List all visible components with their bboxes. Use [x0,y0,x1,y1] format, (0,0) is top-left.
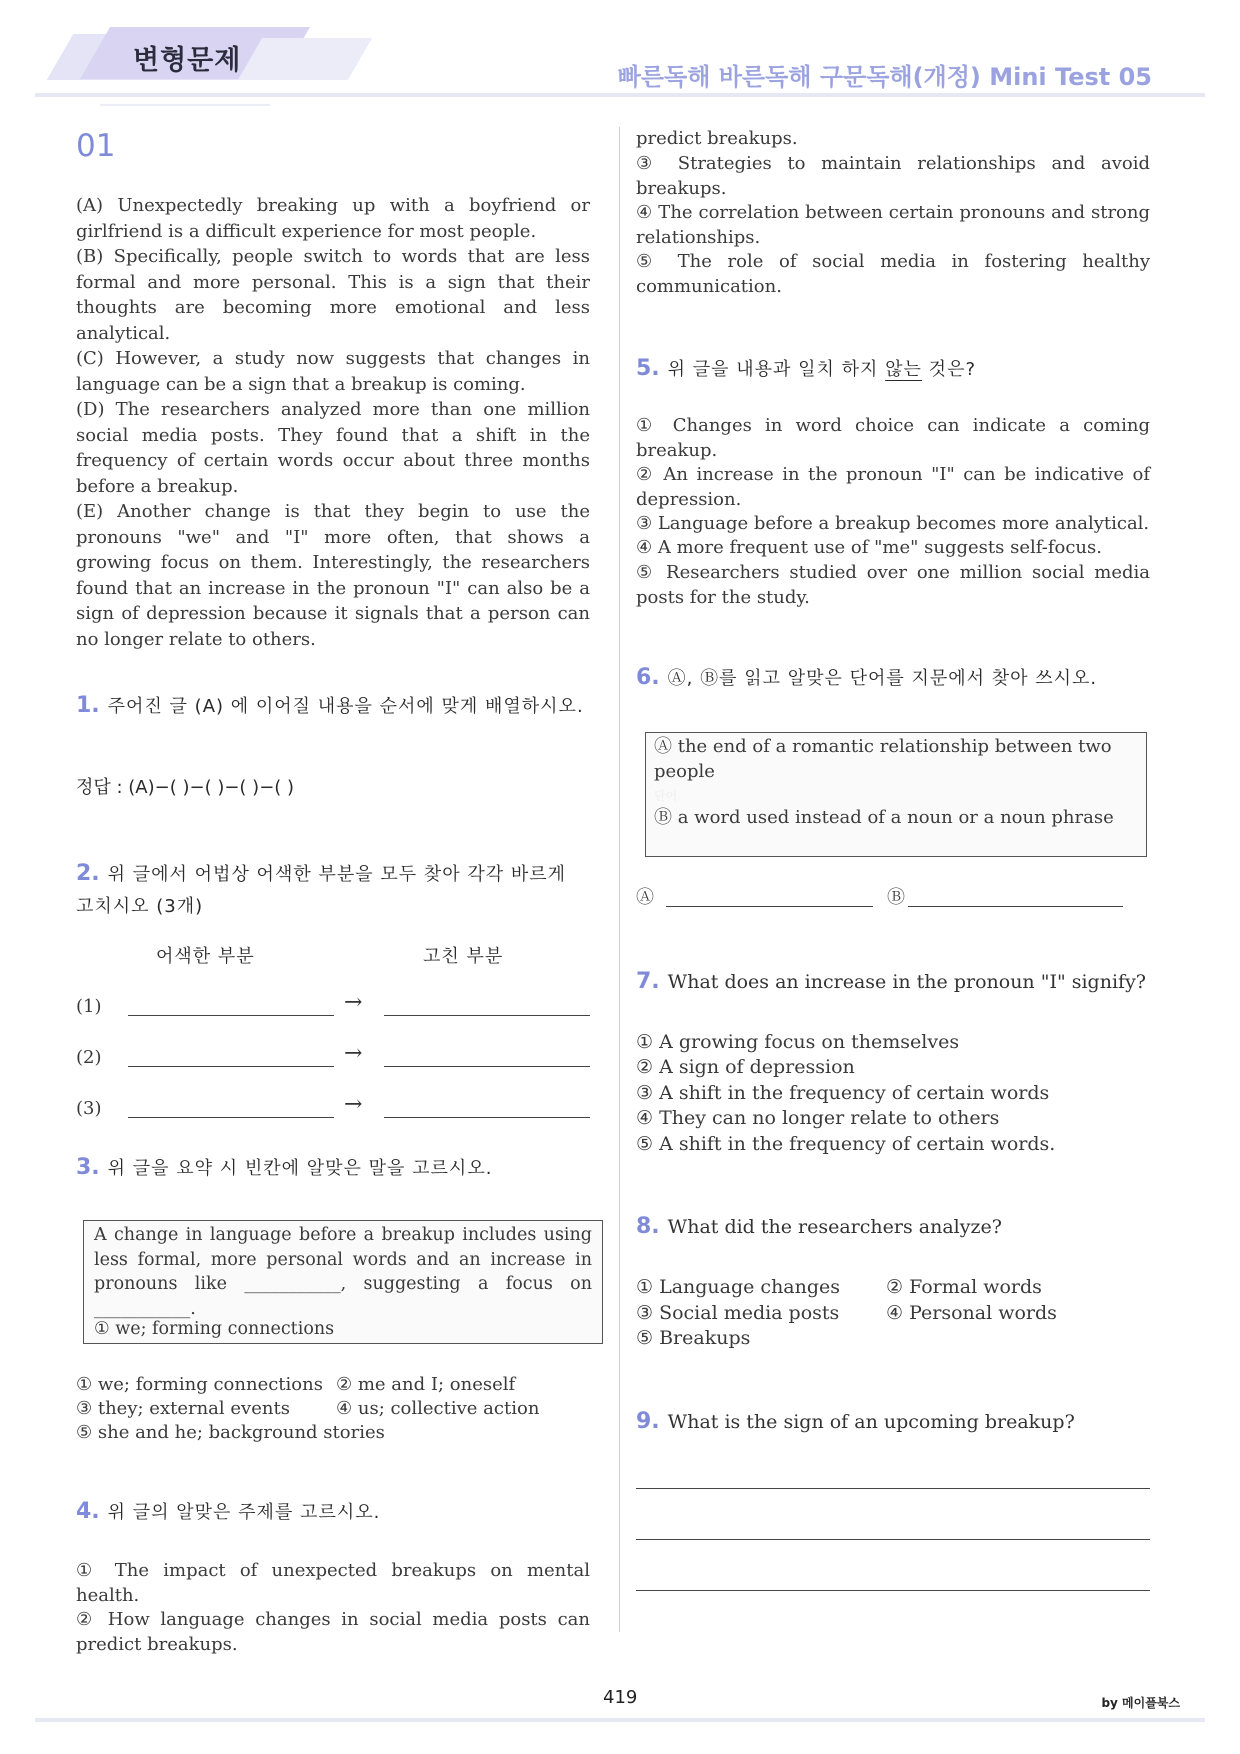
option-5[interactable]: ⑤ she and he; background stories [76,1422,385,1443]
summary-extra: ① we; forming connections [94,1319,335,1339]
option-1[interactable]: ① The impact of unexpected breakups on mental health. [76,1560,590,1606]
option-5[interactable]: ⑤ A shift in the frequency of certain words. [636,1133,1056,1155]
column-divider [619,127,620,1632]
column-header-wrong: 어색한 부분 [156,946,255,967]
summary-text: A change in language before a breakup includes using less formal, more personal words and an increase in pronouns like ___________, suggesting a focus on ___________. [94,1225,592,1319]
question-number: 7. [636,969,660,994]
option-3[interactable]: ③ they; external events [76,1398,290,1419]
option-2[interactable]: ② A sign of depression [636,1056,855,1078]
question-number: 1. [76,693,100,718]
question-8 [636,1214,1002,1239]
option-1[interactable]: ① Language changes [636,1276,841,1298]
question-number: 6. [636,665,660,690]
question-1 [76,690,590,723]
page-title: 빠른독해 바른독해 구문독해(개정) Mini Test 05 [617,63,1152,91]
question-text: 위 글을 내용과 일치 하지 [667,359,886,380]
option-4[interactable]: ④ us; collective action [336,1398,540,1419]
option-5[interactable]: ⑤ The role of social media in fostering healthy communication. [636,251,1150,297]
arrow-icon: → [344,1092,363,1117]
question-text: 위 글을 요약 시 빈칸에 알맞은 말을 고르시오. [107,1158,493,1179]
option-2[interactable]: ② Formal words [886,1276,1042,1298]
header-divider [35,93,1205,97]
option-1[interactable]: ① Changes in word choice can indicate a coming breakup. [636,415,1150,461]
option-2[interactable]: ② An increase in the pronoun "I" can be indicative of depression. [636,464,1150,510]
summary-box [83,1220,603,1344]
arrow-icon: → [344,990,363,1015]
option-3[interactable]: ③ Social media posts [636,1302,840,1324]
question-number: 3. [76,1155,100,1180]
question-text: 위 글의 알맞은 주제를 고르시오. [107,1502,381,1523]
option-2-continued: predict breakups. [636,128,798,149]
question-number: 2. [76,861,100,886]
question-text: What is the sign of an upcoming breakup? [667,1411,1075,1433]
question-text: 주어진 글 (A) 에 이어질 내용을 순서에 맞게 배열하시오. [107,696,584,717]
page-number: 419 [603,1687,638,1708]
option-5[interactable]: ⑤ Breakups [636,1327,751,1349]
label-a: Ⓐ [636,887,654,908]
question-3 [76,1154,492,1180]
column-header-fixed: 고친 부분 [423,946,504,967]
answer-blank[interactable] [384,1015,590,1016]
question-emphasis: 않는 [885,359,922,380]
question-7 [636,969,1146,994]
answer-line[interactable] [636,1590,1150,1591]
option-1[interactable]: ① A growing focus on themselves [636,1031,960,1053]
footer-divider [35,1718,1205,1722]
option-1[interactable]: ① we; forming connections [76,1374,323,1395]
option-4[interactable]: ④ A more frequent use of "me" suggests self-focus. [636,537,1102,558]
row-label: (1) [76,996,102,1017]
answer-blank[interactable] [128,1066,334,1067]
option-3[interactable]: ③ Strategies to maintain relationships and avoid breakups. [636,153,1150,199]
option-3[interactable]: ③ A shift in the frequency of certain words [636,1082,1050,1104]
answer-blank-b[interactable] [908,906,1123,907]
question-9 [636,1409,1075,1434]
question-number: 4. [76,1499,100,1524]
publisher-brand: by 메이플북스 [1101,1696,1180,1710]
question-text: Ⓐ, Ⓑ를 읽고 알맞은 단어를 지문에서 찾아 쓰시오. [667,668,1098,689]
option-2[interactable]: ② me and I; oneself [336,1374,516,1395]
answer-line: 정답 : (A)−( )−( )−( )−( ) [76,777,295,798]
passage-text: (A) Unexpectedly breaking up with a boyfriend or girlfriend is a difficult experience for most people. (B) Specifically, people switch to words that are less formal and more personal. This is a sign that their thoughts are becoming more emotional and less analytical. (C) However, a study now suggests that changes in language can be a sign that a breakup is coming. (D) The researchers analyzed more than one million social media posts. They found that a shift in the frequency of certain words occur about three months before a breakup. (E) Another change is that they begin to use the pronouns "we" and "I" more often, that shows a growing focus on them. Interestingly, the researchers found that an increase in the pronoun "I" can also be a sign of depression because it signals that a person can no longer relate to others. [76,195,590,650]
option-5[interactable]: ⑤ Researchers studied over one million social media posts for the study. [636,562,1150,608]
option-4[interactable]: ④ Personal words [886,1302,1057,1324]
answer-blank-a[interactable] [666,906,873,907]
answer-blank[interactable] [384,1117,590,1118]
question-2 [76,858,576,923]
header-divider [100,104,270,106]
question-5 [636,355,976,381]
definition-box [645,732,1147,857]
answer-line[interactable] [636,1539,1150,1540]
passage-number: 01 [76,128,116,164]
definition-a: Ⓐ the end of a romantic relationship between two people [654,736,1112,782]
answer-line[interactable] [636,1488,1150,1489]
question-4 [76,1498,380,1524]
faint-text: 단어 [654,789,678,803]
question-6 [636,664,1097,690]
label-b: Ⓑ [887,887,905,908]
row-label: (3) [76,1098,102,1119]
question-number: 8. [636,1214,660,1239]
question-number: 9. [636,1409,660,1434]
answer-blank[interactable] [384,1066,590,1067]
option-4[interactable]: ④ They can no longer relate to others [636,1107,1000,1129]
arrow-icon: → [344,1041,363,1066]
question-text: What does an increase in the pronoun "I" signify? [667,971,1146,993]
option-2[interactable]: ② How language changes in social media posts can predict breakups. [76,1609,590,1655]
option-4[interactable]: ④ The correlation between certain pronouns and strong relationships. [636,202,1150,248]
question-text: What did the researchers analyze? [667,1216,1002,1238]
definition-b: Ⓑ a word used instead of a noun or a noun phrase [654,807,1114,828]
question-number: 5. [636,356,660,381]
row-label: (2) [76,1047,102,1068]
answer-blank[interactable] [128,1015,334,1016]
option-3[interactable]: ③ Language before a breakup becomes more analytical. [636,513,1150,534]
section-badge: 변형문제 [133,45,242,76]
header-decoration [238,38,372,80]
question-text-end: 것은? [921,359,977,380]
answer-blank[interactable] [128,1117,334,1118]
question-text: 위 글에서 어법상 어색한 부분을 모두 찾아 각각 바르게 고치시오 (3개) [76,864,566,917]
